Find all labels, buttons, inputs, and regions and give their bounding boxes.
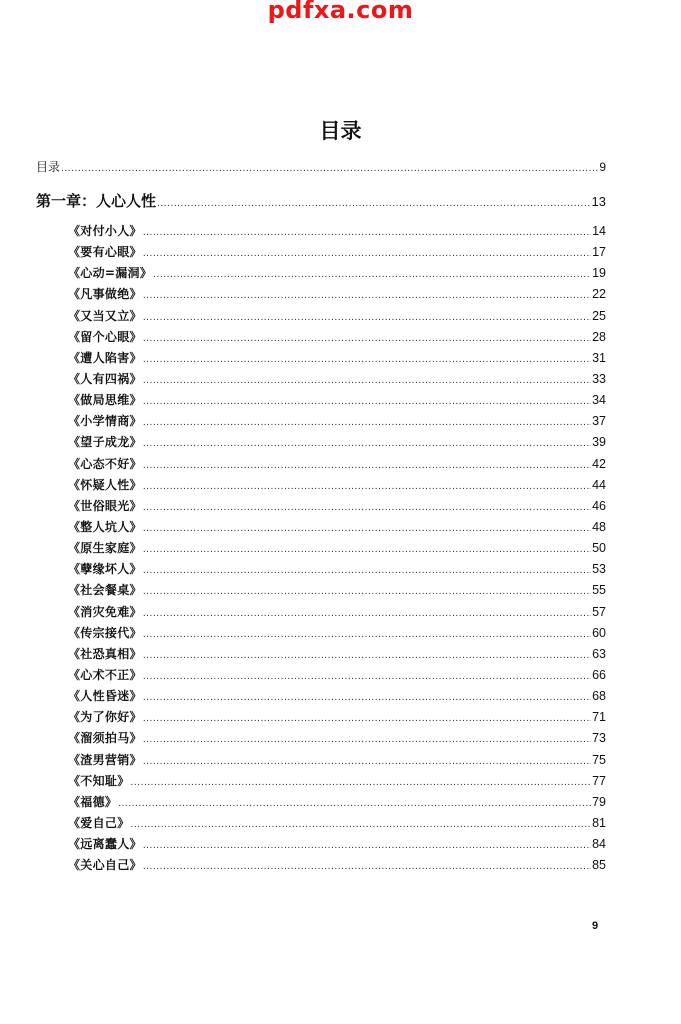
- toc-entry[interactable]: [68, 391, 606, 412]
- dot-leader: [143, 439, 591, 449]
- dot-leader: [61, 164, 598, 174]
- toc-entry[interactable]: [68, 793, 606, 814]
- toc-entry-page: 9: [599, 160, 606, 174]
- toc-entry[interactable]: [68, 476, 606, 497]
- toc-entry-label: 《凡事做绝》: [68, 287, 142, 302]
- toc-entry[interactable]: [68, 687, 606, 708]
- toc-entry-label: 《社恐真相》: [68, 646, 142, 661]
- dot-leader: [143, 249, 591, 259]
- toc-entry-label: 《要有心眼》: [68, 245, 142, 260]
- dot-leader: [143, 334, 591, 344]
- toc-entry-label: 《为了你好》: [68, 710, 142, 725]
- dot-leader: [143, 461, 591, 471]
- toc-entry-label: 《爱自己》: [68, 815, 130, 830]
- toc-entry[interactable]: [68, 222, 606, 243]
- toc-entry-label: 《人有四祸》: [68, 371, 142, 386]
- dot-leader: [143, 355, 591, 365]
- toc-entry-label: 《心术不正》: [68, 667, 142, 682]
- toc-entry-page: 39: [592, 435, 606, 450]
- page-number: 9: [592, 920, 599, 932]
- toc-entry[interactable]: [68, 307, 606, 328]
- toc-entry-page: 68: [592, 689, 606, 704]
- toc-entry-page: 79: [592, 794, 606, 809]
- toc-entry[interactable]: [68, 518, 606, 539]
- toc-entry-label: 《整人坑人》: [68, 519, 142, 534]
- toc-entry-label: 《传宗接代》: [68, 625, 142, 640]
- toc-entry-page: 34: [592, 393, 606, 408]
- dot-leader: [143, 862, 591, 872]
- toc-entry-label: 《孽缘坏人》: [68, 562, 142, 577]
- dot-leader: [143, 482, 591, 492]
- dot-leader: [143, 651, 591, 661]
- toc-entry[interactable]: [68, 856, 606, 877]
- toc-entry-label: 《又当又立》: [68, 308, 142, 323]
- chapter-page: 13: [591, 194, 606, 209]
- toc-entry-label: 《望子成龙》: [68, 435, 142, 450]
- dot-leader: [143, 397, 591, 407]
- dot-leader: [131, 820, 592, 830]
- toc-entry-label: 目录: [36, 160, 61, 174]
- toc-entry-label: 《消灾免难》: [68, 604, 142, 619]
- dot-leader: [143, 609, 591, 619]
- toc-entry-list: [68, 222, 606, 877]
- dot-leader: [143, 545, 591, 555]
- toc-entry-page: 42: [592, 456, 606, 471]
- toc-entry[interactable]: [68, 708, 606, 729]
- dot-leader: [143, 524, 591, 534]
- toc-entry-page: 85: [592, 858, 606, 873]
- toc-entry[interactable]: [68, 729, 606, 750]
- toc-entry[interactable]: [68, 603, 606, 624]
- toc-entry-label: 《怀疑人性》: [68, 477, 142, 492]
- toc-entry-label: 《不知耻》: [68, 773, 130, 788]
- toc-entry[interactable]: [68, 349, 606, 370]
- toc-entry-page: 22: [592, 287, 606, 302]
- toc-entry[interactable]: [68, 581, 606, 602]
- toc-entry[interactable]: [68, 264, 606, 285]
- toc-entry-page: 44: [592, 477, 606, 492]
- toc-entry-page: 57: [592, 604, 606, 619]
- dot-leader: [143, 418, 591, 428]
- toc-entry-page: 71: [592, 710, 606, 725]
- dot-leader: [143, 587, 591, 597]
- page-title: 目录: [319, 119, 362, 143]
- dot-leader: [143, 503, 591, 513]
- dot-leader: [143, 291, 591, 301]
- toc-entry-label: 《世俗眼光》: [68, 498, 142, 513]
- toc-entry-page: 33: [592, 371, 606, 386]
- toc-entry-page: 17: [592, 245, 606, 260]
- toc-entry[interactable]: [68, 560, 606, 581]
- toc-entry[interactable]: [68, 772, 606, 793]
- toc-entry[interactable]: [68, 433, 606, 454]
- toc-entry[interactable]: [68, 243, 606, 264]
- toc-entry-page: 77: [592, 773, 606, 788]
- dot-leader: [153, 270, 591, 280]
- toc-entry-page: 19: [592, 266, 606, 281]
- toc-entry-page: 37: [592, 414, 606, 429]
- toc-entry-page: 25: [592, 308, 606, 323]
- chapter-label: 第一章：人心人性: [36, 192, 157, 210]
- toc-entry-page: 81: [592, 815, 606, 830]
- dot-leader: [143, 313, 591, 323]
- dot-leader: [143, 566, 591, 576]
- toc-entry-contents[interactable]: [36, 158, 606, 175]
- dot-leader: [143, 693, 591, 703]
- toc-entry-page: 55: [592, 583, 606, 598]
- toc-entry-page: 31: [592, 350, 606, 365]
- toc-entry[interactable]: [68, 285, 606, 306]
- toc-entry[interactable]: [68, 539, 606, 560]
- dot-leader: [143, 228, 591, 238]
- toc-entry-label: 《做局思维》: [68, 393, 142, 408]
- toc-entry-page: 28: [592, 329, 606, 344]
- toc-entry-page: 66: [592, 667, 606, 682]
- toc-entry-label: 《留个心眼》: [68, 329, 142, 344]
- toc-entry-label: 《遭人陷害》: [68, 350, 142, 365]
- toc-entry-page: 14: [592, 224, 606, 238]
- toc-entry[interactable]: [68, 751, 606, 772]
- dot-leader: [143, 672, 591, 682]
- toc-entry-page: 63: [592, 646, 606, 661]
- toc-entry-label: 《关心自己》: [68, 858, 142, 873]
- toc-entry[interactable]: [68, 814, 606, 835]
- toc-entry[interactable]: [68, 497, 606, 518]
- dot-leader: [143, 630, 591, 640]
- toc-entry-label: 《原生家庭》: [68, 541, 142, 556]
- toc-entry-page: 84: [592, 837, 606, 852]
- dot-leader: [143, 376, 591, 386]
- dot-leader: [131, 778, 592, 788]
- toc-entry-page: 53: [592, 562, 606, 577]
- toc-chapter-heading[interactable]: [36, 190, 606, 211]
- toc-entry-page: 75: [592, 752, 606, 767]
- dot-leader: [143, 714, 591, 724]
- toc-entry-page: 60: [592, 625, 606, 640]
- toc-entry[interactable]: [68, 624, 606, 645]
- toc-entry[interactable]: [68, 645, 606, 666]
- toc-entry-page: 46: [592, 498, 606, 513]
- dot-leader: [143, 757, 591, 767]
- dot-leader: [157, 199, 591, 209]
- toc-entry[interactable]: [68, 370, 606, 391]
- toc-entry[interactable]: [68, 666, 606, 687]
- toc-entry-label: 《福德》: [68, 794, 118, 809]
- dot-leader: [143, 735, 591, 745]
- toc-entry-page: 48: [592, 519, 606, 534]
- toc-entry-label: 《溜须拍马》: [68, 731, 142, 746]
- dot-leader: [118, 799, 591, 809]
- toc-entry[interactable]: [68, 455, 606, 476]
- toc-entry-label: 《对付小人》: [68, 224, 142, 238]
- toc-entry[interactable]: [68, 328, 606, 349]
- watermark-text: pdfxa.com: [267, 0, 414, 24]
- toc-entry-label: 《社会餐桌》: [68, 583, 142, 598]
- toc-entry-label: 《心动=漏洞》: [68, 266, 153, 281]
- toc-entry[interactable]: [68, 835, 606, 856]
- toc-entry-label: 《渣男营销》: [68, 752, 142, 767]
- dot-leader: [143, 841, 591, 851]
- toc-entry[interactable]: [68, 412, 606, 433]
- toc-entry-label: 《小学情商》: [68, 414, 142, 429]
- toc-entry-page: 73: [592, 731, 606, 746]
- toc-entry-page: 50: [592, 541, 606, 556]
- toc-entry-label: 《远离蠢人》: [68, 837, 142, 852]
- toc-entry-label: 《心态不好》: [68, 456, 142, 471]
- toc-entry-label: 《人性昏迷》: [68, 689, 142, 704]
